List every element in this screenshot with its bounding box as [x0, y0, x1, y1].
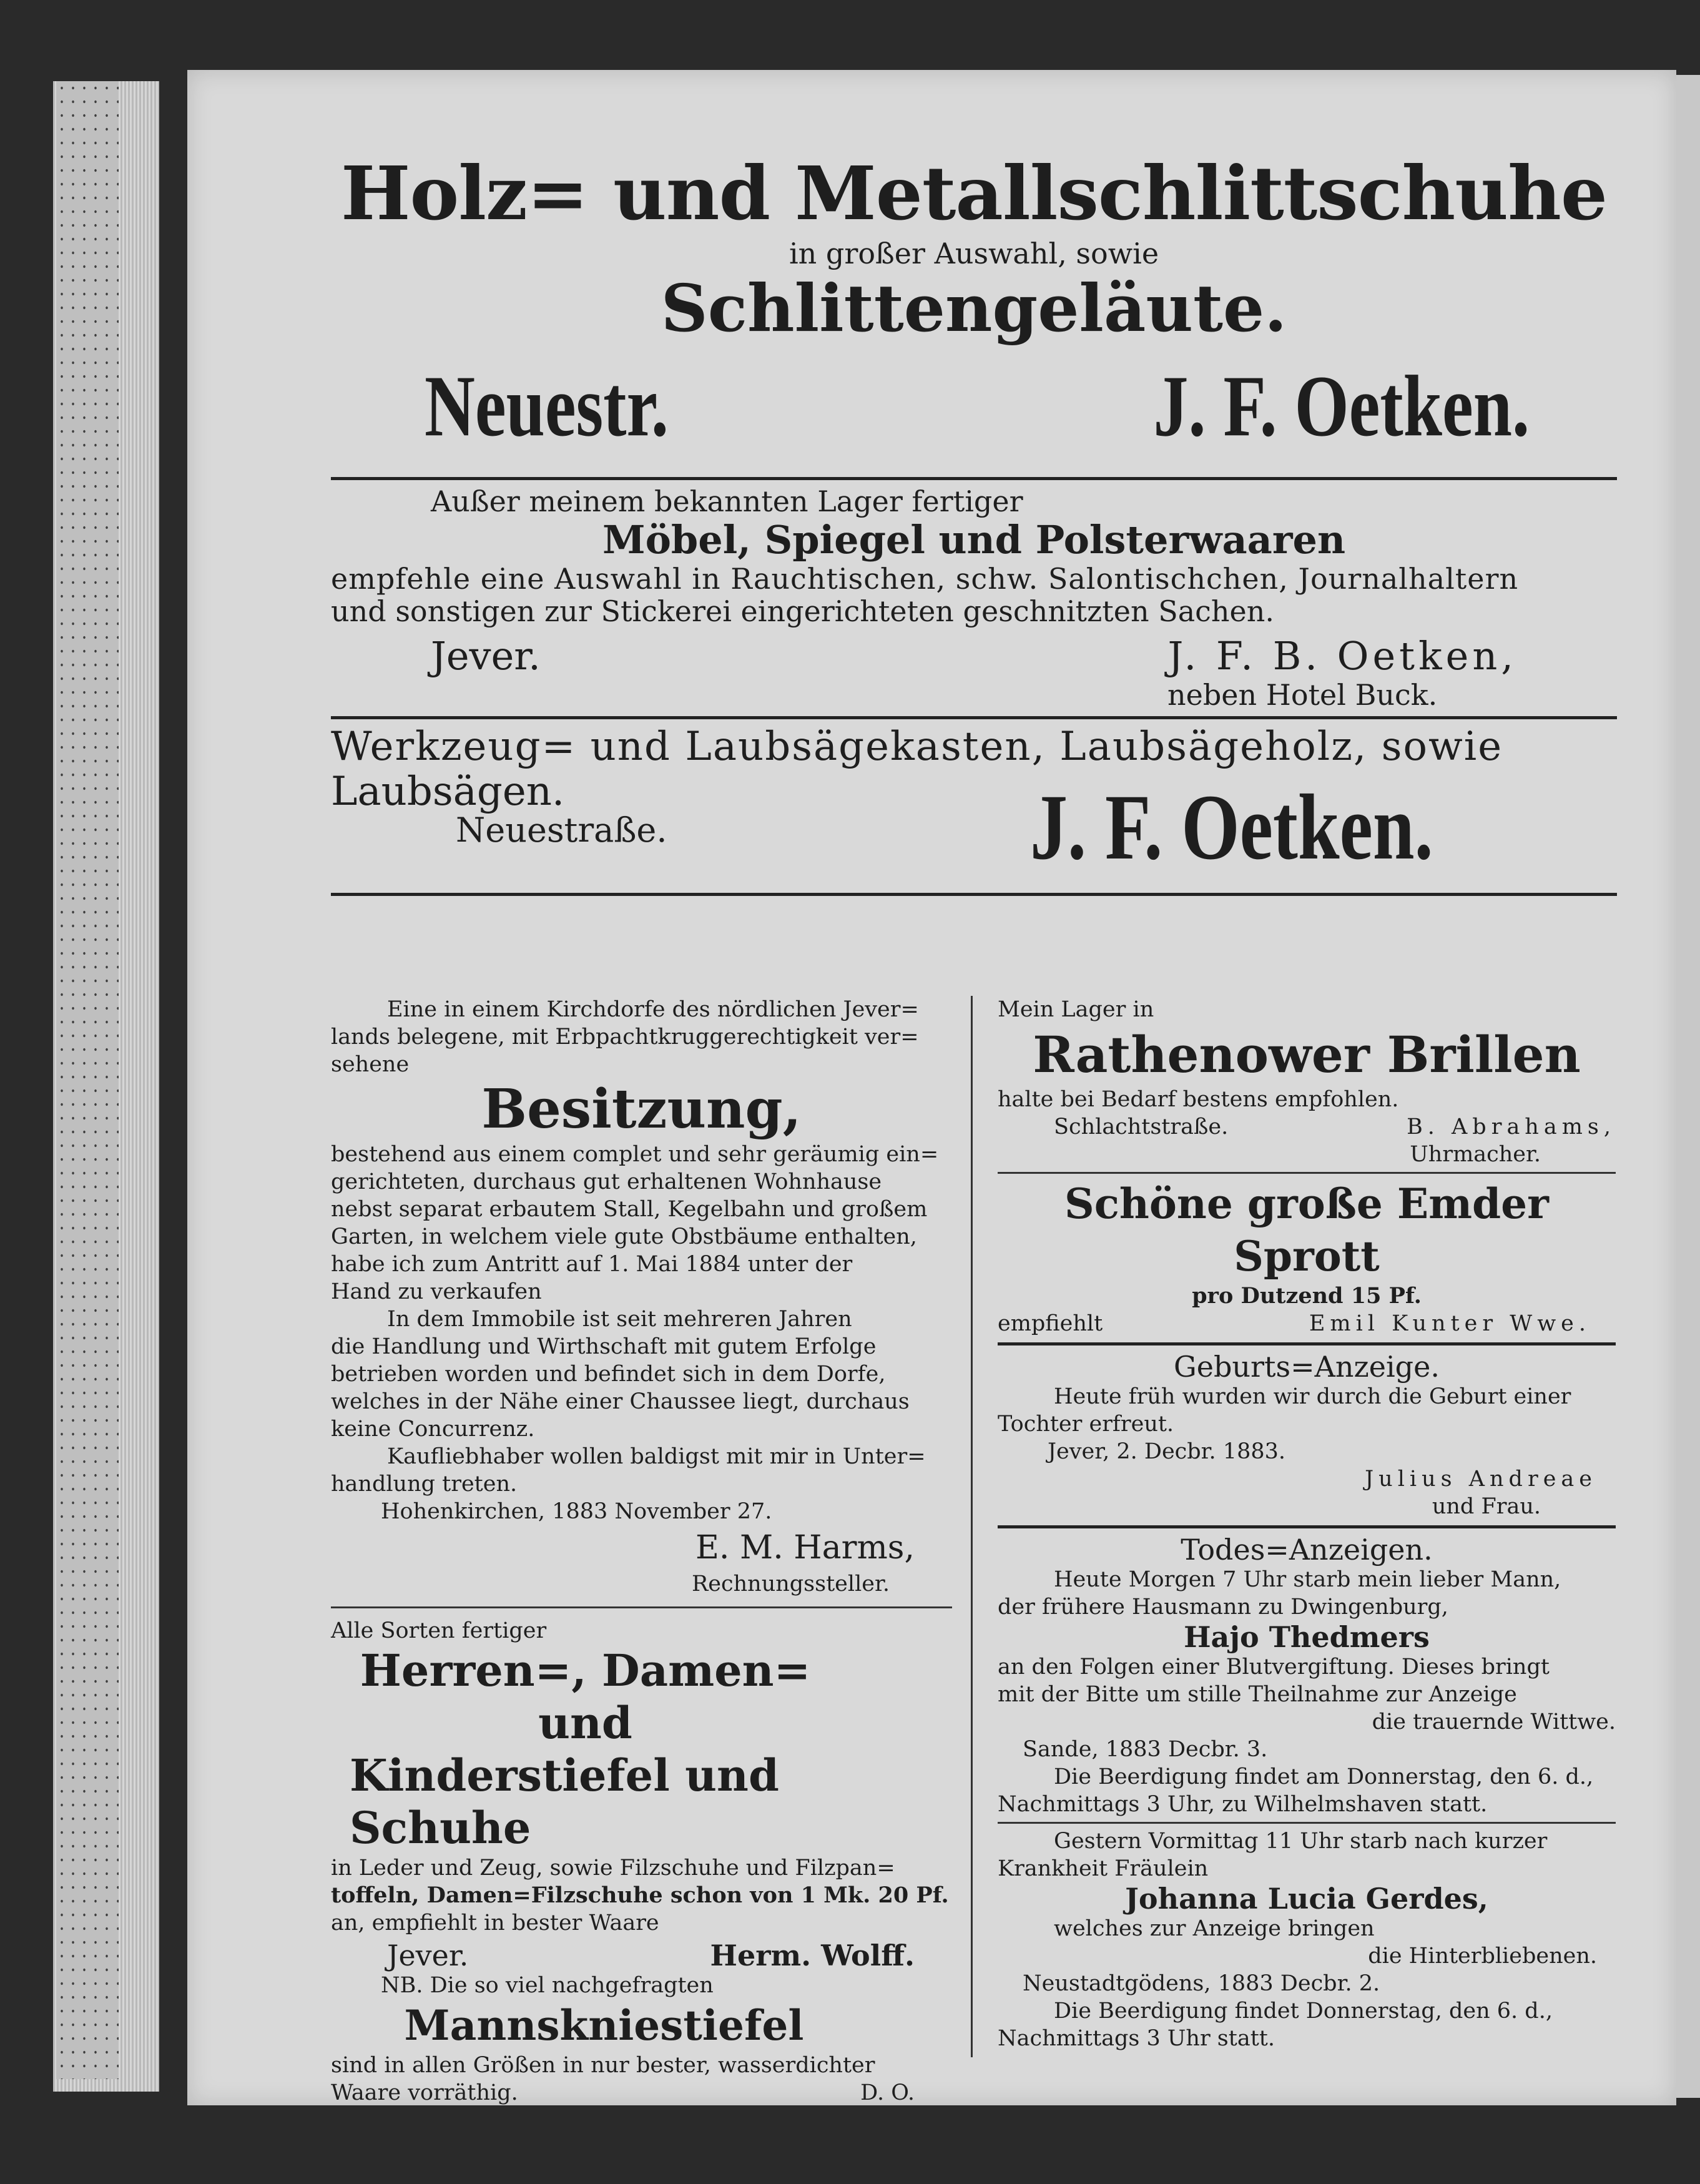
sprott-price: pro Dutzend 15 Pf. [1192, 1283, 1422, 1309]
shoes-intro: Alle Sorten fertiger [331, 1618, 547, 1643]
besitzung-p7: In dem Immobile ist seit mehreren Jahren [387, 1307, 852, 1332]
besitzung-signer: E. M. Harms, [695, 1529, 915, 1567]
deaths-a3: an den Folgen einer Blutvergiftung. Dieses bringt [998, 1655, 1550, 1680]
besitzung-intro1: Eine in einem Kirchdorfe des nördlichen Jever= [387, 997, 919, 1022]
brillen-intro: Mein Lager in [998, 997, 1154, 1022]
besitzung-role: Rechnungssteller. [691, 1572, 890, 1596]
ad-skates-sub: in großer Auswahl, sowie [789, 237, 1159, 270]
brillen-footer [998, 1113, 1616, 1141]
deaths-c2: Krankheit Fräulein [998, 1856, 1209, 1881]
ad-skates-headline: Holz= und Metallschlittschuhe [341, 150, 1607, 237]
deaths-a8: Nachmittags 3 Uhr, zu Wilhelmshaven statt. [998, 1792, 1488, 1817]
ad-furniture-body1: empfehle eine Auswahl in Rauchtischen, schw. Salontischchen, Journalhaltern [331, 562, 1519, 596]
speckled-page-edge [56, 81, 119, 2079]
besitzung-p8: die Handlung und Wirthschaft mit gutem Erfolge [331, 1334, 877, 1359]
deaths-a5: die trauernde Wittwe. [1372, 1709, 1616, 1734]
deaths-c5: Neustadtgödens, 1883 Decbr. 2. [1023, 1971, 1380, 1996]
deaths-a1: Heute Morgen 7 Uhr starb mein lieber Mann, [1054, 1567, 1561, 1592]
shoes-initials: D. O. [860, 2080, 915, 2105]
birth-b2: Tochter erfreut. [998, 1412, 1174, 1437]
brillen-body: halte bei Bedarf bestens empfohlen. [998, 1087, 1399, 1112]
ad-skates-street: Neuestr. [425, 358, 669, 455]
shoes-merchant: Herm. Wolff. [710, 1939, 915, 1972]
brillen-role: Uhrmacher. [1410, 1142, 1541, 1167]
deaths-c3: welches zur Anzeige bringen [1054, 1916, 1375, 1941]
shoes-nb: NB. Die so viel nachgefragten [381, 1973, 714, 1998]
besitzung-date: Hohenkirchen, 1883 November 27. [381, 1499, 772, 1524]
shoes-b4: sind in allen Größen in nur bester, wasserdichter [331, 2053, 875, 2078]
shoes-title1: Herren=, Damen= und [360, 1645, 811, 1749]
besitzung-p11: keine Concurrenz. [331, 1417, 535, 1442]
besitzung-intro2: lands belegene, mit Erbpachtkruggerechtigkeit ver= [331, 1025, 919, 1050]
deaths-c6: Die Beerdigung findet Donnerstag, den 6. d., [1054, 1999, 1553, 2024]
ad-skates-footer [331, 347, 1617, 472]
divider [998, 1172, 1616, 1174]
birth-title: Geburts=Anzeige. [1174, 1350, 1440, 1384]
divider [331, 477, 1617, 480]
ad-furniture-intro: Außer meinem bekannten Lager fertiger [431, 485, 1023, 518]
two-column-section [331, 996, 1617, 2105]
sprott-title: Schöne große Emder Sprott [1064, 1179, 1549, 1281]
besitzung-p9: betrieben worden und befindet sich in dem Dorfe, [331, 1362, 886, 1387]
besitzung-p2: gerichteten, durchaus gut erhaltenen Wohnhause [331, 1169, 882, 1194]
besitzung-p4: Garten, in welchem viele gute Obstbäume enthalten, [331, 1224, 917, 1249]
right-column [973, 996, 1616, 2057]
shoes-last-line [331, 2079, 952, 2107]
deaths-a4: mit der Bitte um stille Theilnahme zur Anzeige [998, 1682, 1517, 1707]
besitzung-p10: welches in der Nähe einer Chaussee liegt, durchaus [331, 1389, 910, 1414]
deaths-title: Todes=Anzeigen. [1181, 1533, 1433, 1567]
shoes-title2: Kinderstiefel und Schuhe [350, 1749, 779, 1854]
deaths-a6: Sande, 1883 Decbr. 3. [1023, 1737, 1268, 1762]
ad-skates-merchant: J. F. Oetken. [1153, 358, 1530, 455]
shoes-b3: an, empfiehlt in bester Waare [331, 1911, 659, 1936]
ad-tools-line2: Laubsägen. [331, 769, 565, 815]
ad-tools-street: Neuestraße. [456, 810, 667, 850]
deaths-name2: Johanna Lucia Gerdes, [1125, 1882, 1488, 1916]
shoes-b5: Waare vorräthig. [331, 2080, 518, 2105]
divider [998, 1525, 1616, 1528]
left-column [331, 996, 973, 2105]
besitzung-p1: bestehend aus einem complet und sehr geräumig ein= [331, 1142, 939, 1167]
ad-furniture-headline: Möbel, Spiegel und Polsterwaaren [602, 517, 1346, 563]
ad-furniture [331, 485, 1617, 711]
ad-skates [331, 150, 1617, 472]
divider [331, 716, 1617, 719]
ad-tools-line1: Werkzeug= und Laubsägekasten, Laubsägeholz, sowie [331, 724, 1503, 770]
sprott-footer [998, 1310, 1616, 1337]
page-content [331, 150, 1617, 2105]
birth-date: Jever, 2. Decbr. 1883. [1048, 1439, 1286, 1464]
divider [998, 1822, 1616, 1824]
besitzung-title: Besitzung, [481, 1078, 802, 1141]
shoes-b2: toffeln, Damen=Filzschuhe schon von 1 Mk. 20 Pf. [331, 1882, 949, 1908]
deaths-c4: die Hinterbliebenen. [1368, 1944, 1597, 1969]
sprott-merchant: Emil Kunter Wwe. [1309, 1311, 1591, 1336]
brillen-title: Rathenower Brillen [1033, 1025, 1581, 1084]
shoes-b1: in Leder und Zeug, sowie Filzschuhe und Filzpan= [331, 1856, 895, 1881]
shoes-title3: Mannskniestiefel [404, 2001, 804, 2050]
deaths-c1: Gestern Vormittag 11 Uhr starb nach kurzer [1054, 1829, 1548, 1854]
divider [331, 893, 1617, 896]
ad-furniture-body2: und sonstigen zur Stickerei eingerichteten geschnitzten Sachen. [331, 594, 1275, 628]
deaths-c7: Nachmittags 3 Uhr statt. [998, 2026, 1275, 2051]
divider [998, 1342, 1616, 1345]
ad-furniture-footer [331, 627, 1617, 679]
brillen-merchant: B. Abrahams, [1407, 1114, 1616, 1139]
besitzung-p6: Hand zu verkaufen [331, 1279, 542, 1304]
ad-furniture-address: neben Hotel Buck. [1167, 678, 1438, 712]
deaths-a7: Die Beerdigung findet am Donnerstag, den 6. d., [1054, 1764, 1594, 1789]
besitzung-p5: habe ich zum Antritt auf 1. Mai 1884 unter der [331, 1252, 853, 1277]
shoes-footer [331, 1937, 952, 1972]
sprott-label: empfiehlt [998, 1311, 1103, 1336]
besitzung-p13: handlung treten. [331, 1472, 518, 1497]
deaths-a2: der frühere Hausmann zu Dwingenburg, [998, 1595, 1448, 1620]
birth-signer2: und Frau. [1432, 1494, 1541, 1519]
ad-furniture-place: Jever. [431, 633, 541, 679]
shoes-place: Jever. [387, 1939, 469, 1972]
besitzung-p3: nebst separat erbautem Stall, Kegelbahn und großem [331, 1197, 928, 1222]
ad-furniture-merchant: J. F. B. Oetken, [1167, 633, 1517, 679]
ad-tools-merchant: J. F. Oetken. [1030, 775, 1433, 879]
ad-tools [331, 724, 1617, 880]
divider [331, 1606, 952, 1608]
ad-skates-headline2: Schlittengeläute. [661, 270, 1287, 347]
birth-signer: Julius Andreae [1365, 1467, 1597, 1492]
deaths-name1: Hajo Thedmers [1184, 1620, 1430, 1654]
brillen-street: Schlachtstraße. [1054, 1114, 1229, 1139]
birth-b1: Heute früh wurden wir durch die Geburt einer [1054, 1384, 1571, 1409]
besitzung-intro3: sehene [331, 1052, 410, 1077]
besitzung-p12: Kaufliebhaber wollen baldigst mit mir in Unter= [387, 1444, 926, 1469]
